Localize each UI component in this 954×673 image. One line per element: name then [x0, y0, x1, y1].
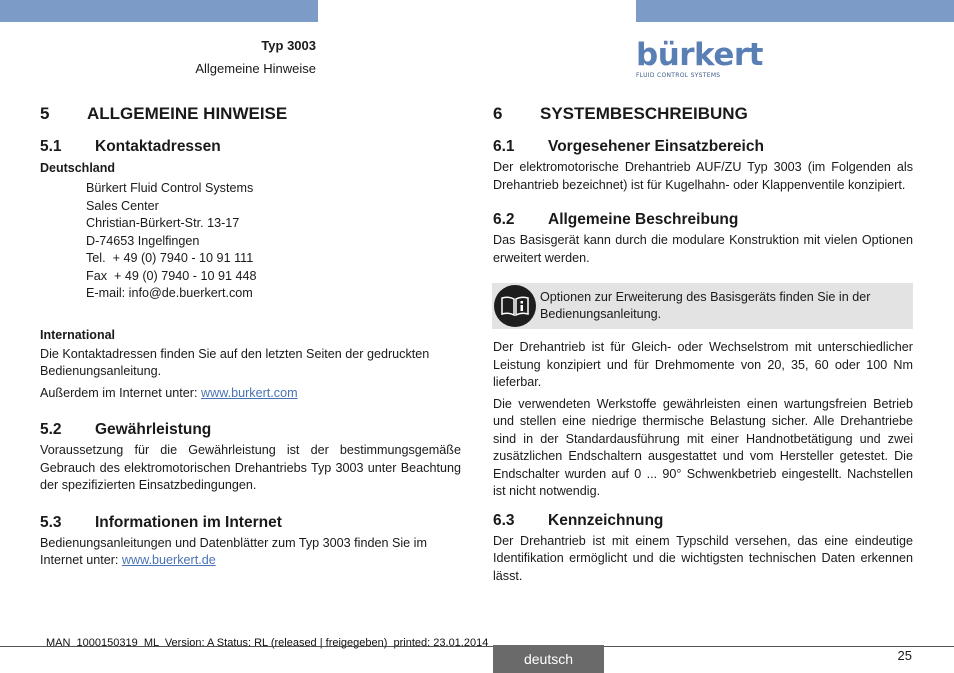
section-6-2-heading — [493, 211, 913, 229]
section-title: Informationen im Internet — [95, 513, 282, 531]
email-line: E-mail: info@de.buerkert.com — [86, 286, 253, 300]
note-text: Optionen zur Erweiterung des Basisgeräts finden Sie in der Bedienungsanleitung. — [540, 289, 871, 321]
burkert-com-link[interactable]: www.burkert.com — [201, 385, 298, 400]
intended-use-text: Der elektromotorische Drehantrieb AUF/ZU Typ 3003 (im Folgenden als Drehantrieb bezeichnet) ist für Kugelhahn- oder Klappenventile konzipiert. — [493, 160, 913, 192]
logo-tagline: FLUID CONTROL SYSTEMS — [636, 72, 721, 79]
section-title: Gewährleistung — [95, 421, 212, 438]
address-line: Christian-Bürkert-Str. 13-17 — [86, 216, 240, 230]
section-title: Vorgesehener Einsatzbereich — [548, 138, 764, 155]
section-5-3-heading — [40, 514, 461, 532]
address-line: Sales Center — [86, 198, 159, 213]
footer-divider — [0, 646, 954, 647]
left-column — [40, 104, 461, 570]
section-number: 6.2 — [493, 211, 515, 228]
internet-info-text — [40, 535, 461, 570]
materials-paragraph: Die verwendeten Werkstoffe gewährleisten einen wartungsfreien Betrieb und stellen eine niedrige thermische Belastung sicher. Alle Drehantriebe sind in der Standardausführung mit einer Handnotbetätigung und zwei zusätzlichen Endschaltern ausgestattet und vom Hersteller getestet. Die Endschalter wurden auf 0 ... 90° Schwenkbetrieb eingestellt. Nachstellen ist nicht notwendig. — [493, 396, 913, 498]
address-line: Bürkert Fluid Control Systems — [86, 181, 254, 195]
section-number: 5.3 — [40, 513, 62, 531]
section-number: 5 — [40, 104, 50, 123]
section-5-heading — [40, 104, 461, 124]
warranty-text: Voraussetzung für die Gewährleistung ist der bestimmungsgemäße Gebrauch des elektromotorischen Drehantriebs Typ 3003 unter Beachtung der spezifizierten Einsatzbedingungen. — [40, 443, 461, 492]
section-number: 6.3 — [493, 511, 515, 529]
section-title: Kontaktadressen — [95, 138, 221, 155]
burkert-logo — [636, 37, 763, 79]
language-tab: deutsch — [493, 645, 604, 673]
general-description-text: Das Basisgerät kann durch die modulare Konstruktion mit vielen Optionen erweitert werden. — [493, 233, 913, 265]
internet-info-prefix: Bedienungsanleitungen und Datenblätter zum Typ 3003 finden Sie im Internet unter: — [40, 535, 427, 567]
internet-prefix: Außerdem im Internet unter: — [40, 385, 201, 400]
book-glyph — [500, 295, 530, 317]
section-number: 5.2 — [40, 421, 62, 438]
international-text: Die Kontaktadressen finden Sie auf den letzten Seiten der gedruckten Bedienungsanleitung. — [40, 346, 430, 378]
internet-line — [40, 385, 461, 403]
labeling-text: Der Drehantrieb ist mit einem Typschild versehen, das eine eindeutige Identifikation ermöglicht und die wichtigsten technischen Daten erkennen lässt. — [493, 533, 913, 583]
doc-type: Typ 3003 — [261, 38, 316, 53]
header-band-left — [0, 0, 318, 22]
address-block — [40, 180, 461, 303]
section-title: Allgemeine Beschreibung — [548, 211, 739, 228]
address-line: D-74653 Ingelfingen — [86, 233, 200, 248]
section-6-heading — [493, 104, 913, 124]
info-note-box — [492, 283, 913, 329]
section-6-3-heading — [493, 512, 913, 530]
section-6-1-heading — [493, 138, 913, 156]
phone-line: Tel. + 49 (0) 7940 - 10 91 111 — [86, 251, 254, 265]
header-band-right — [636, 0, 954, 22]
international-label: International — [40, 327, 116, 342]
logo-wordmark: bürkert — [636, 37, 763, 73]
section-number: 6 — [493, 104, 503, 123]
manual-book-icon — [494, 285, 536, 327]
page-number: 25 — [897, 648, 912, 663]
print-metadata: MAN 1000150319 ML Version: A Status: RL (released | freigegeben) printed: 23.01.2014 — [46, 637, 489, 649]
section-5-2-heading — [40, 421, 461, 439]
fax-line: Fax + 49 (0) 7940 - 10 91 448 — [86, 268, 257, 283]
right-column — [493, 104, 913, 585]
section-title: ALLGEMEINE HINWEISE — [87, 104, 288, 123]
section-number: 5.1 — [40, 138, 62, 155]
doc-subtitle: Allgemeine Hinweise — [195, 61, 316, 76]
deutschland-label: Deutschland — [40, 161, 116, 175]
buerkert-de-link[interactable]: www.buerkert.de — [121, 553, 216, 567]
section-5-1-heading — [40, 138, 461, 156]
current-paragraph: Der Drehantrieb ist für Gleich- oder Wechselstrom mit unterschiedlicher Leistung konzipiert und für Drehmomente von 20, 35, 60 oder 100 Nm lieferbar. — [493, 340, 913, 389]
section-number: 6.1 — [493, 138, 515, 155]
section-title: SYSTEMBESCHREIBUNG — [540, 104, 748, 123]
section-title: Kennzeichnung — [548, 511, 664, 529]
